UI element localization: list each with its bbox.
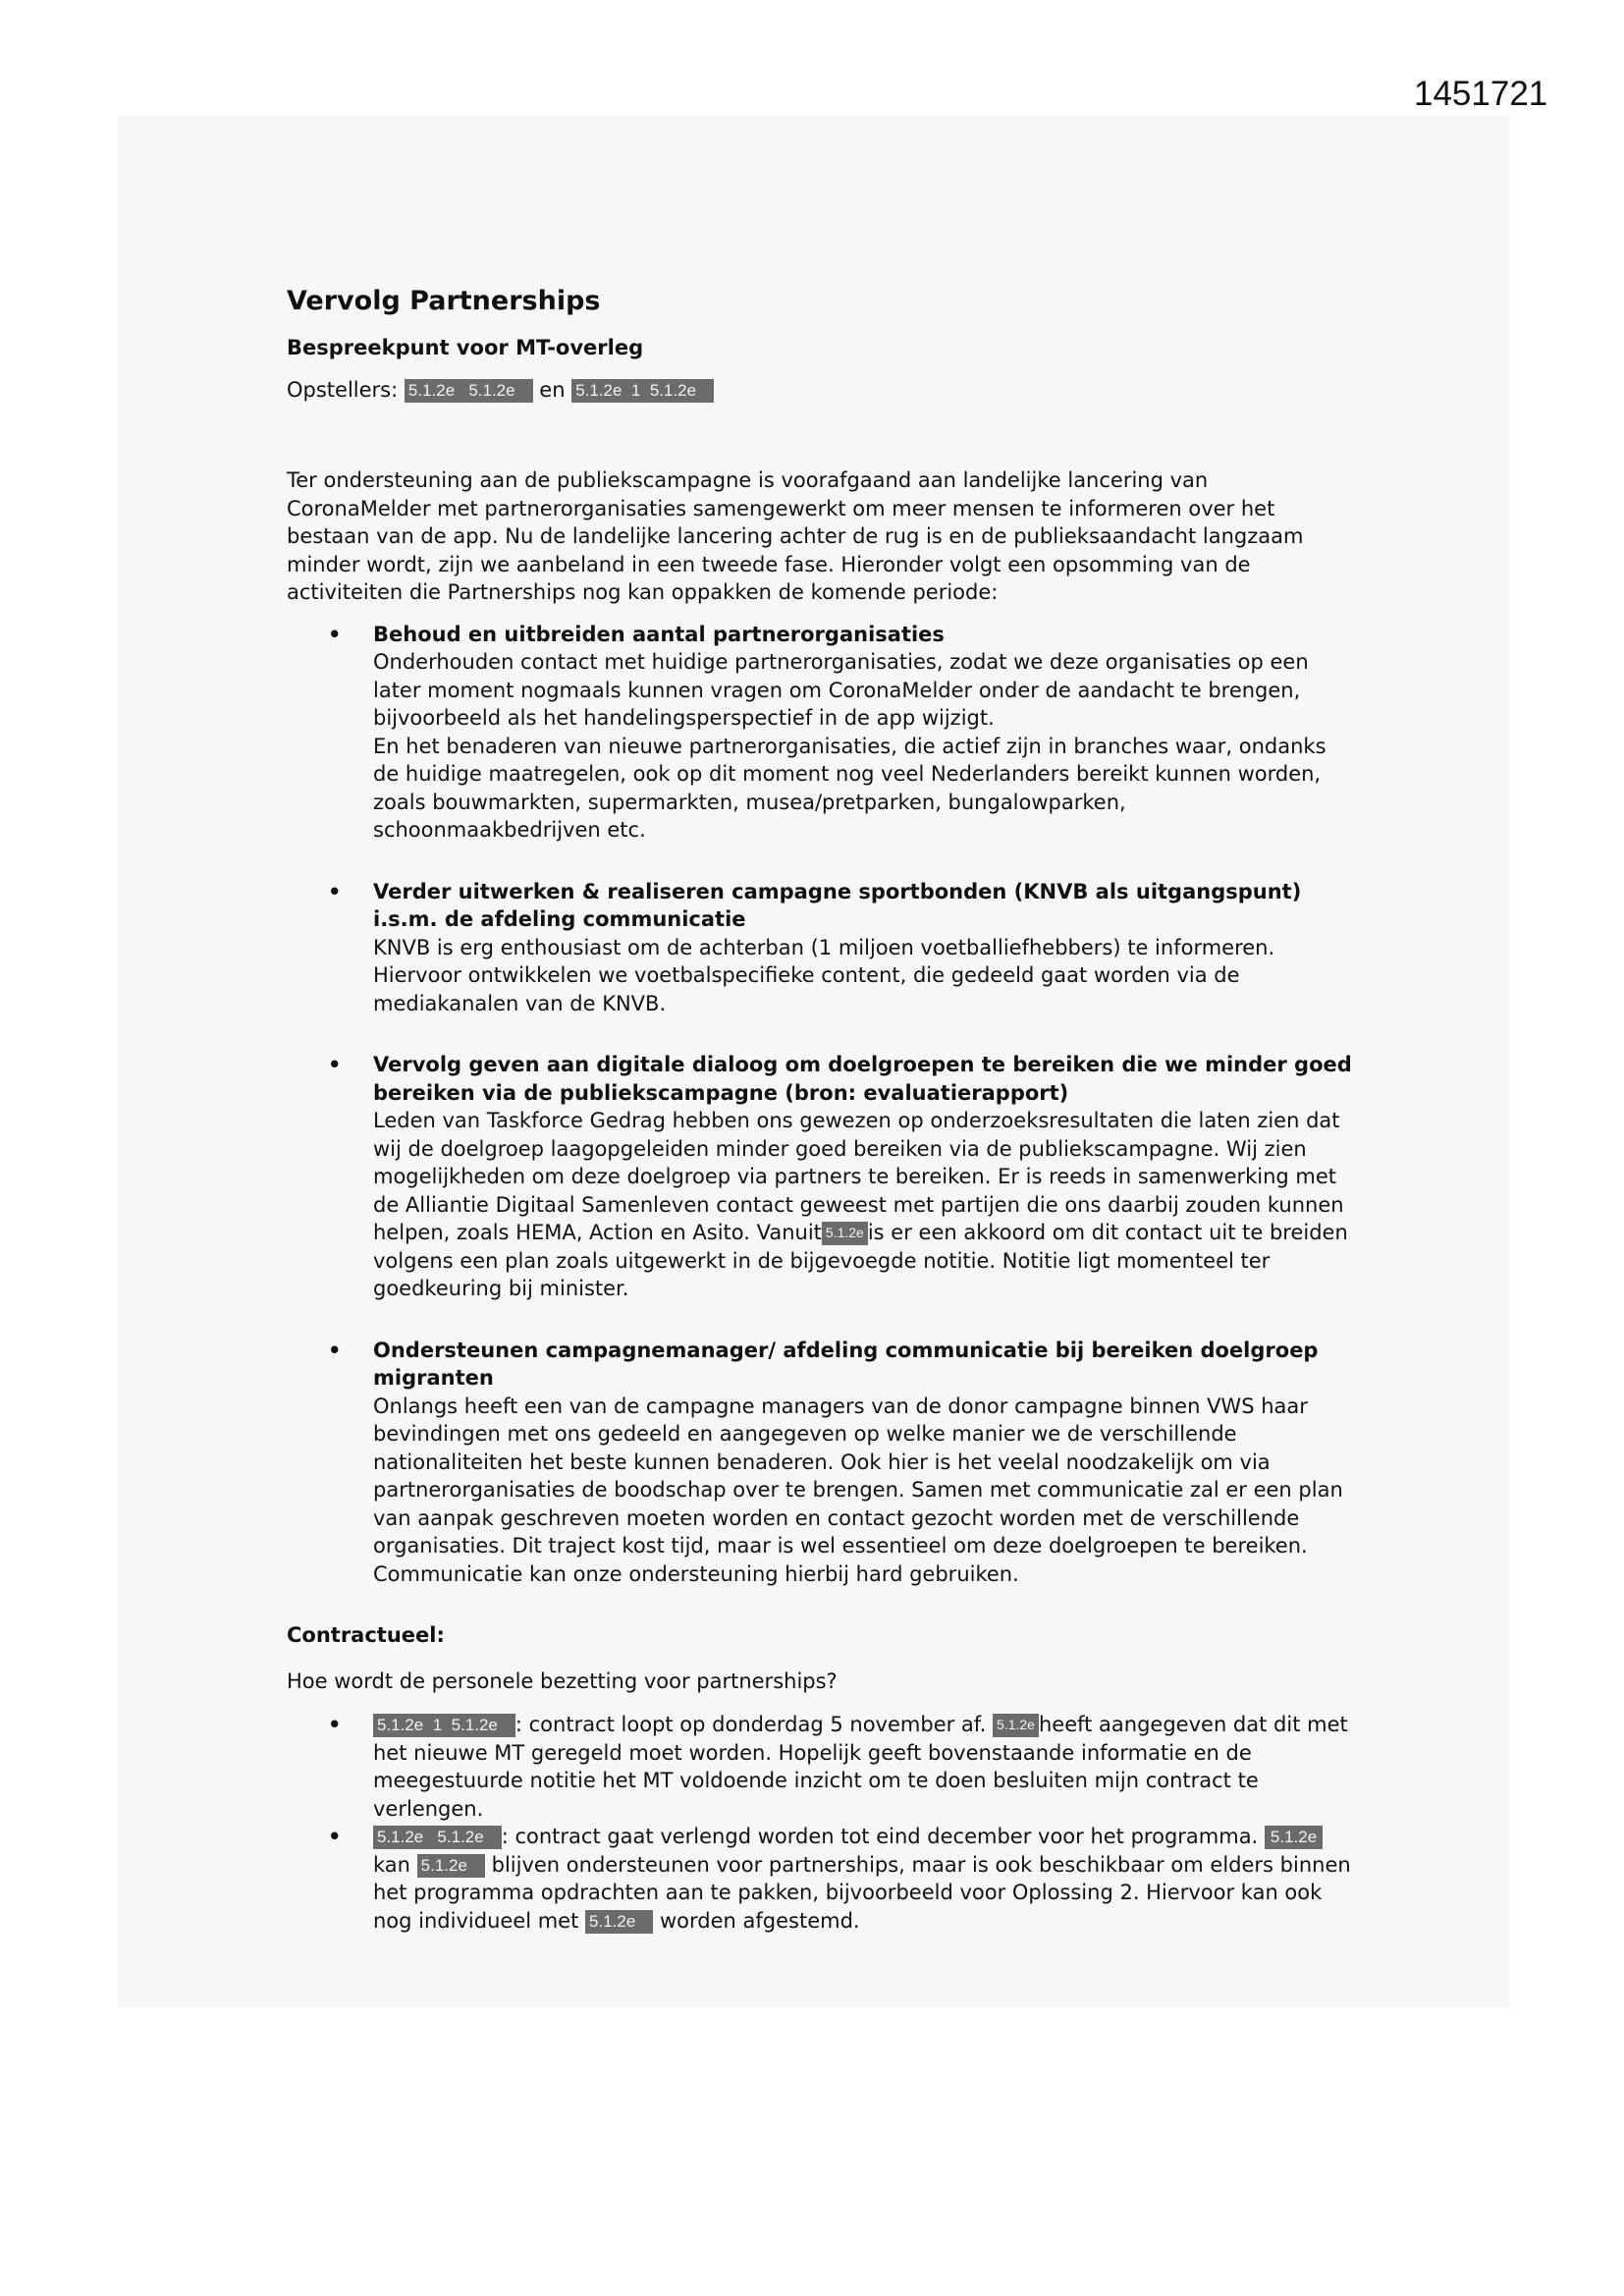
topic-heading: Behoud en uitbreiden aantal partnerorganisaties [373,622,945,646]
intro-paragraph: Ter ondersteuning aan de publiekscampagne is voorafgaand aan landelijke lancering van CoronaMelder met partnerorganisaties samengewerkt om meer mensen te informeren over het bestaan van de app. Nu de landelijke lancering achter de rug is en de publieksaandacht langzaam minder wordt, zijn we aanbeland in een tweede fase. Hieronder volgt een opsomming van de activiteiten die Partnerships nog kan oppakken de komende periode: [287,468,1304,604]
topic-item [287,1337,1357,1589]
bullet-icon: • [328,1053,342,1076]
contract-text: : contract gaat verlengd worden tot eind december voor het programma. [501,1825,1259,1848]
redaction-block: 5.1.2e [585,1910,653,1934]
contract-item [287,1823,1357,1935]
page-title: Vervolg Partnerships [287,286,601,316]
topic-body [373,1107,1357,1303]
topic-body: Onderhouden contact met huidige partnerorganisaties, zodat we deze organisaties op een later moment nogmaals kunnen vragen om CoronaMelder onder de aandacht te brengen, bijvoorbeeld als het handelingsperspectief in de app wijzigt. [373,650,1309,730]
topic-body-text: Leden van Taskforce Gedrag hebben ons gewezen op onderzoeksresultaten die laten zien dat wij de doelgroep laagopgeleiden minder goed bereiken via de publiekscampagne. Wij zien mogelijkheden om deze doelgroep via partners te bereiken. Er is reeds in samenwerking met de Alliantie Digitaal Samenleven contact geweest met partijen die ons daarbij zouden kunnen helpen, zoals HEMA, Action en Asito. Vanuit [373,1109,1344,1244]
bullet-icon: • [328,1338,342,1362]
contract-text: blijven ondersteunen voor partnerships, maar is ook beschikbaar om elders binnen het programma opdrachten aan te pakken, bijvoorbeeld voor Oplossing 2. Hiervoor kan ook nog individueel met [373,1852,1351,1933]
topic-item [287,621,1357,845]
authors-label: Opstellers: [287,377,399,402]
topic-item [287,1051,1357,1303]
redaction-block: 5.1.2e [417,1854,485,1878]
contract-text: kan [373,1852,410,1877]
contract-text: : contract loopt op donderdag 5 november af. [514,1713,987,1736]
authors-conjunction: en [539,377,566,402]
topics-list [287,621,1357,1589]
contract-question: Hoe wordt de personele bezetting voor partnerships? [287,1668,838,1693]
redaction-block: 5.1.2e [993,1714,1039,1737]
topic-heading: Vervolg geven aan digitale dialoog om doelgroepen te bereiken die we minder goed bereiken via de publiekscampagne (bron: evaluatierapport) [373,1053,1352,1105]
bullet-icon: • [328,1713,342,1736]
redaction-block: 5.1.2e 5.1.2e [373,1826,502,1849]
redaction-block: 5.1.2e 1 5.1.2e [571,379,714,403]
topic-body: Onlangs heeft een van de campagne managers van de donor campagne binnen VWS haar bevindingen met ons gedeeld en aangegeven op welke manier we de verschillende nationaliteiten het beste kunnen benaderen. Ook hier is het veelal noodzakelijk om via partnerorganisaties de boodschap over te brengen. Samen met communicatie zal er een plan van aanpak geschreven moeten worden en contact gezocht worden met de verschillende organisaties. Dit traject kost tijd, maar is wel essentieel om deze doelgroepen te bereiken. Communicatie kan onze ondersteuning hierbij hard gebruiken. [373,1394,1343,1586]
topic-body-text: is er een akkoord om dit contact uit te breiden volgens een plan zoals uitgewerkt in de bijgevoegde notitie. Notitie ligt momenteel ter goedkeuring bij minister. [373,1221,1348,1300]
authors-line [287,376,1357,405]
contract-list [287,1711,1357,1935]
topic-body: KNVB is erg enthousiast om de achterban (1 miljoen voetballiefhebbers) te informeren. Hiervoor ontwikkelen we voetbalspecifieke content, die gedeeld gaat worden via de mediakanalen van de KNVB. [373,935,1275,1015]
redaction-block: 5.1.2e [1265,1826,1323,1849]
topic-heading: Ondersteunen campagnemanager/ afdeling communicatie bij bereiken doelgroep migranten [373,1338,1319,1390]
bullet-icon: • [328,1825,342,1848]
contract-item [287,1711,1357,1823]
contract-text: heeft aangegeven dat dit met het nieuwe MT geregeld moet worden. Hopelijk geeft bovenstaande informatie en de meegestuurde notitie het MT voldoende inzicht om te doen besluiten mijn contract te verlengen. [373,1713,1348,1821]
page-subtitle: Bespreekpunt voor MT-overleg [287,336,644,359]
topic-heading: Verder uitwerken & realiseren campagne sportbonden (KNVB als uitgangspunt) i.s.m. de afdeling communicatie [373,879,1302,931]
bullet-icon: • [328,879,342,903]
redaction-block: 5.1.2e 1 5.1.2e [373,1714,515,1737]
topic-item [287,878,1357,1018]
contract-heading: Contractueel: [287,1623,445,1647]
memo-content [287,285,1357,1935]
redaction-block: 5.1.2e 5.1.2e [405,379,533,403]
topic-body: En het benaderen van nieuwe partnerorganisaties, die actief zijn in branches waar, ondanks de huidige maatregelen, ook op dit moment nog veel Nederlanders bereikt kunnen worden, zoals bouwmarkten, supermarkten, musea/pretparken, bungalowparken, schoonmaakbedrijven etc. [373,734,1326,842]
document-number: 1451721 [1414,75,1548,113]
bullet-icon: • [328,622,342,646]
contract-text: worden afgestemd. [659,1908,860,1933]
redaction-block: 5.1.2e [822,1222,868,1245]
